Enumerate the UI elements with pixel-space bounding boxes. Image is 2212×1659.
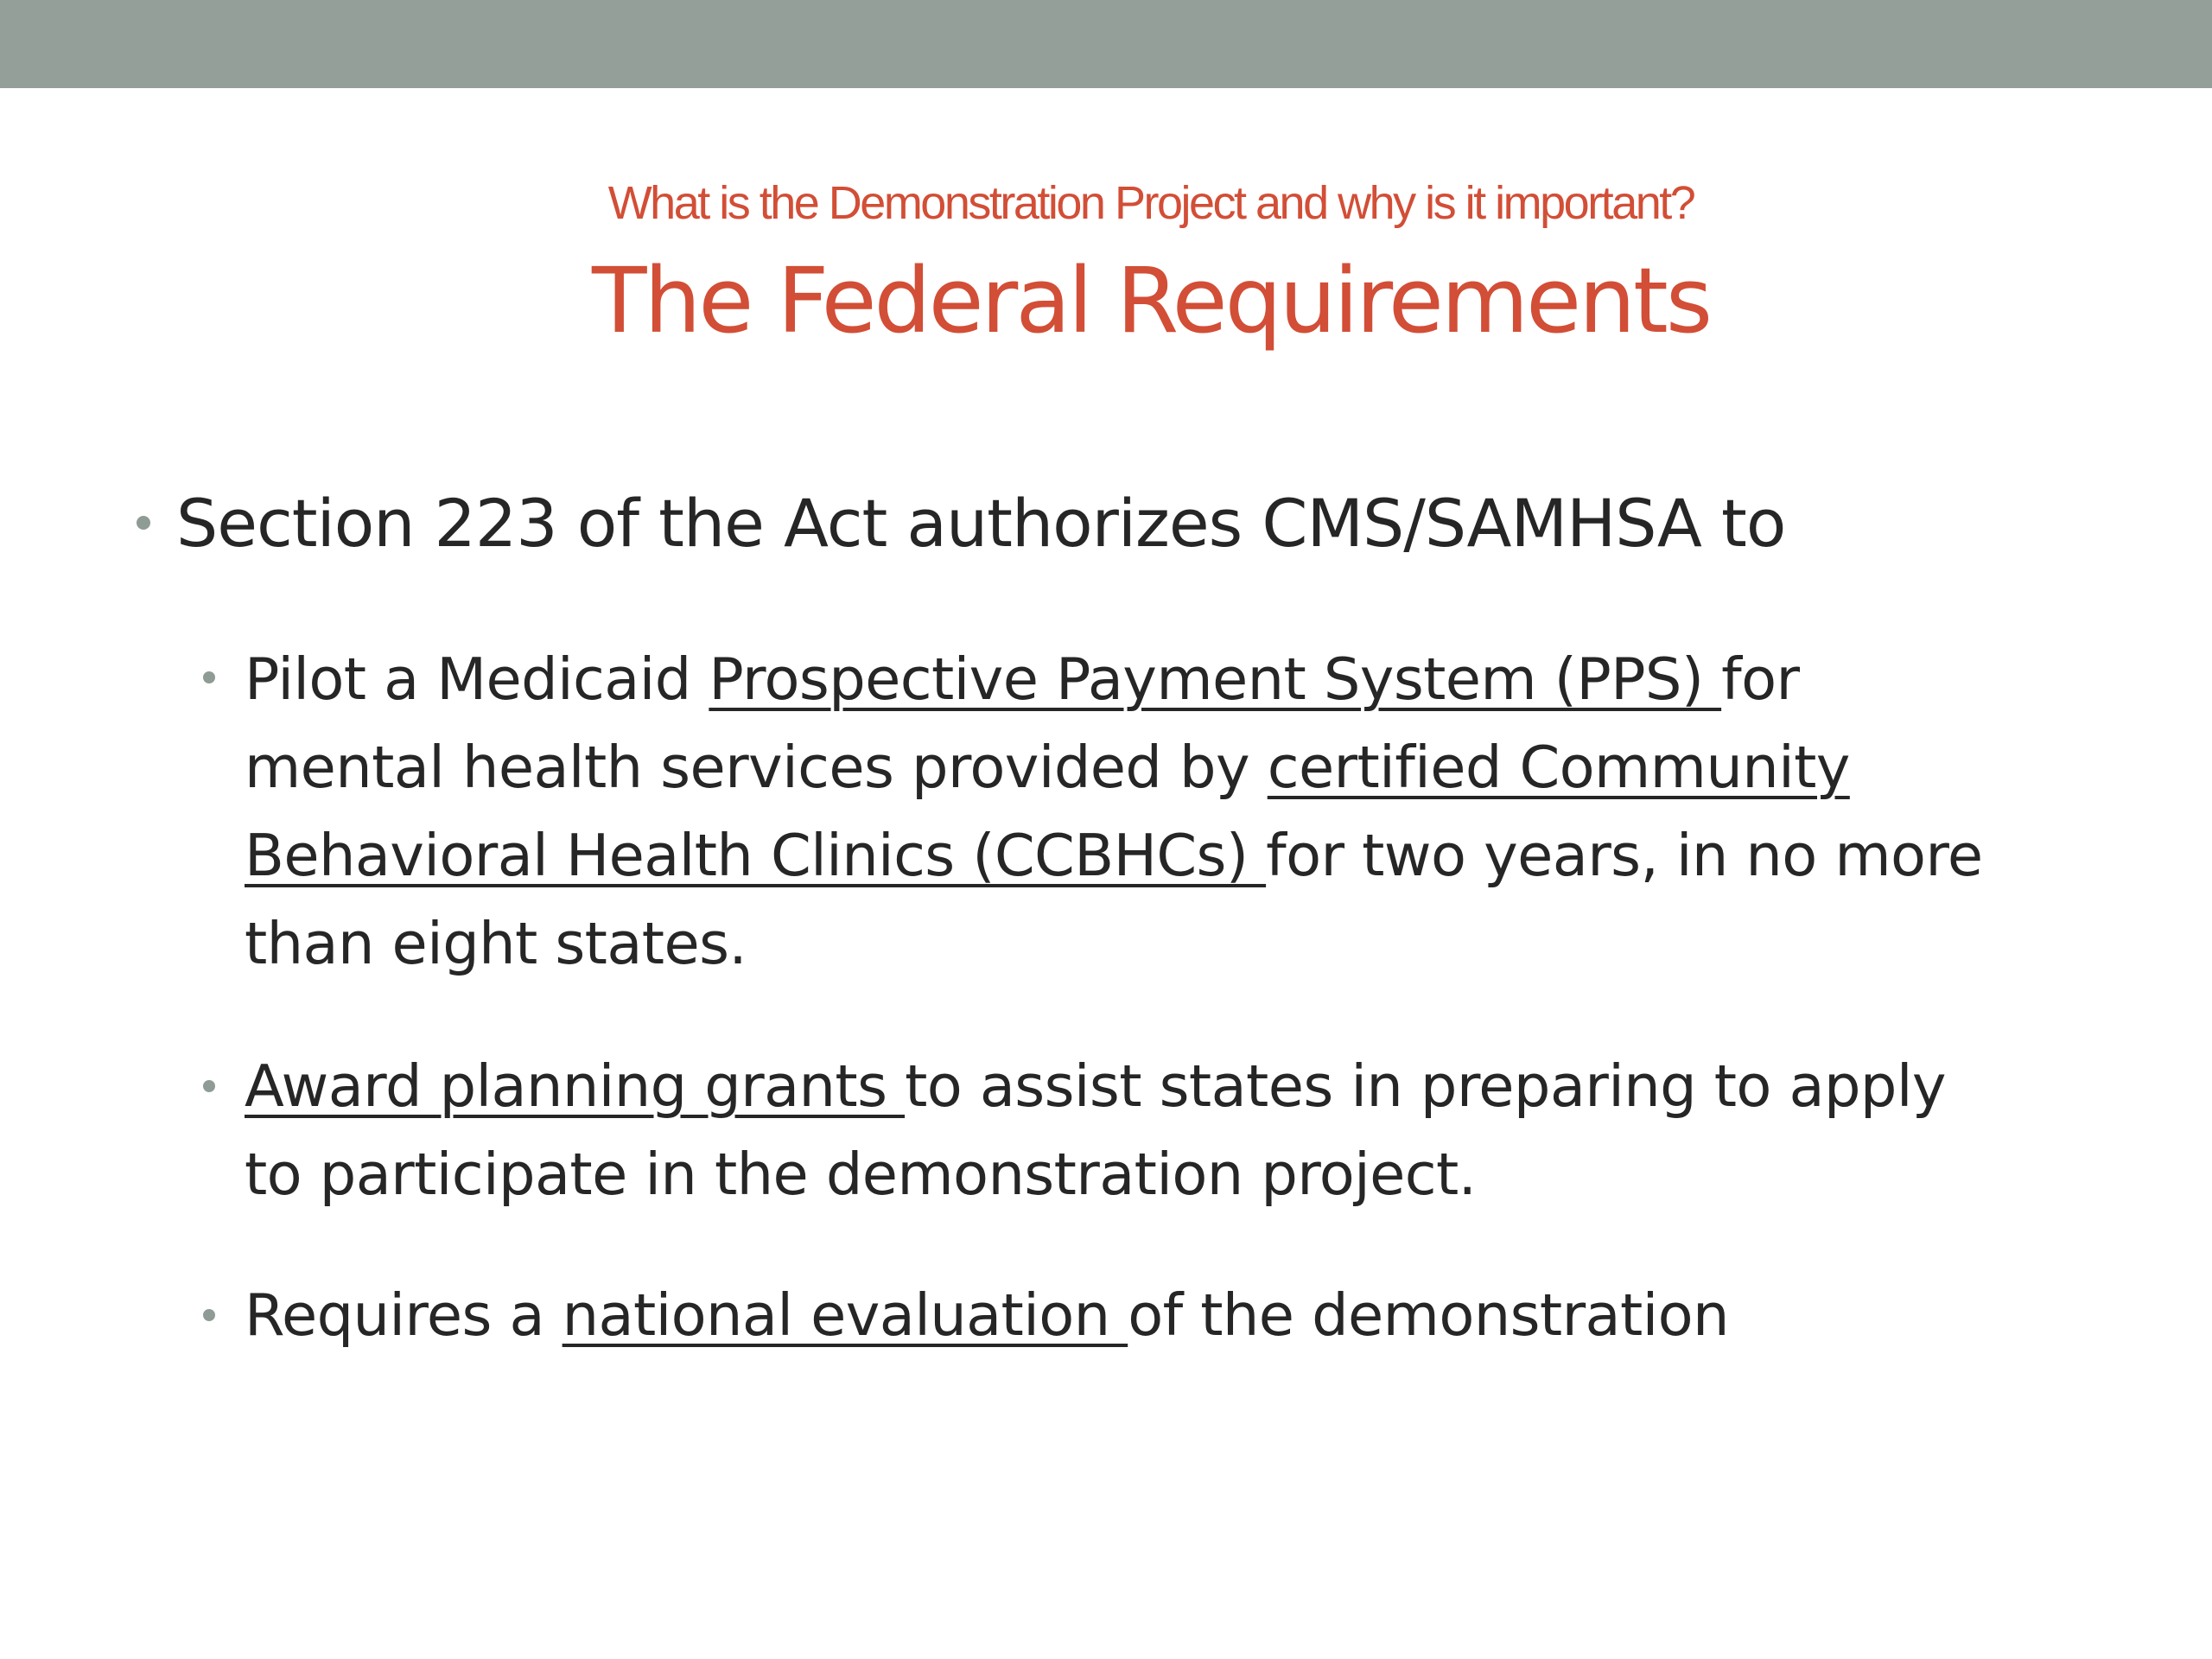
text-run: mental health services provided by: [245, 734, 1268, 801]
bullet-pilot: [245, 635, 1983, 988]
text-run: Pilot a Medicaid: [245, 645, 709, 713]
term-ccbhc-b: Behavioral Health Clinics (CCBHCs): [245, 822, 1267, 889]
text-run: for: [1721, 645, 1800, 713]
text-run: for two years, in no more: [1266, 822, 1983, 889]
bullet-main: Section 223 of the Act authorizes CMS/SAMHSA to: [176, 485, 1786, 562]
slide-subtitle: What is the Demonstration Project and why is it important?: [607, 177, 1694, 229]
bullet-dot-icon: [203, 1309, 215, 1321]
bullet-pilot-line: [245, 811, 1983, 899]
bullet-pilot-line: than eight states.: [245, 910, 747, 977]
text-run: to assist states in preparing to apply: [905, 1052, 1946, 1120]
bullet-requires-line: [245, 1271, 1729, 1359]
term-pps: Prospective Payment System (PPS): [709, 645, 1722, 713]
text-run: Requires a: [245, 1281, 563, 1349]
term-ccbhc-a: certified Community: [1267, 734, 1850, 801]
term-national-evaluation: national evaluation: [562, 1281, 1128, 1349]
text-run: of the demonstration: [1128, 1281, 1729, 1349]
bullet-dot-icon: [137, 516, 150, 530]
bullet-award-line: to participate in the demonstration project.: [245, 1141, 1477, 1208]
bullet-award: [245, 1042, 1946, 1218]
bullet-award-line: [245, 1042, 1946, 1130]
bullet-pilot-line: [245, 635, 1983, 723]
bullet-dot-icon: [203, 1080, 215, 1092]
bullet-requires: [245, 1271, 1729, 1359]
bullet-dot-icon: [203, 671, 215, 683]
term-planning-grants: Award planning grants: [245, 1052, 906, 1120]
slide-header-bar: [0, 0, 2212, 88]
slide-title: The Federal Requirements: [591, 248, 1711, 353]
bullet-pilot-line: [245, 723, 1983, 811]
